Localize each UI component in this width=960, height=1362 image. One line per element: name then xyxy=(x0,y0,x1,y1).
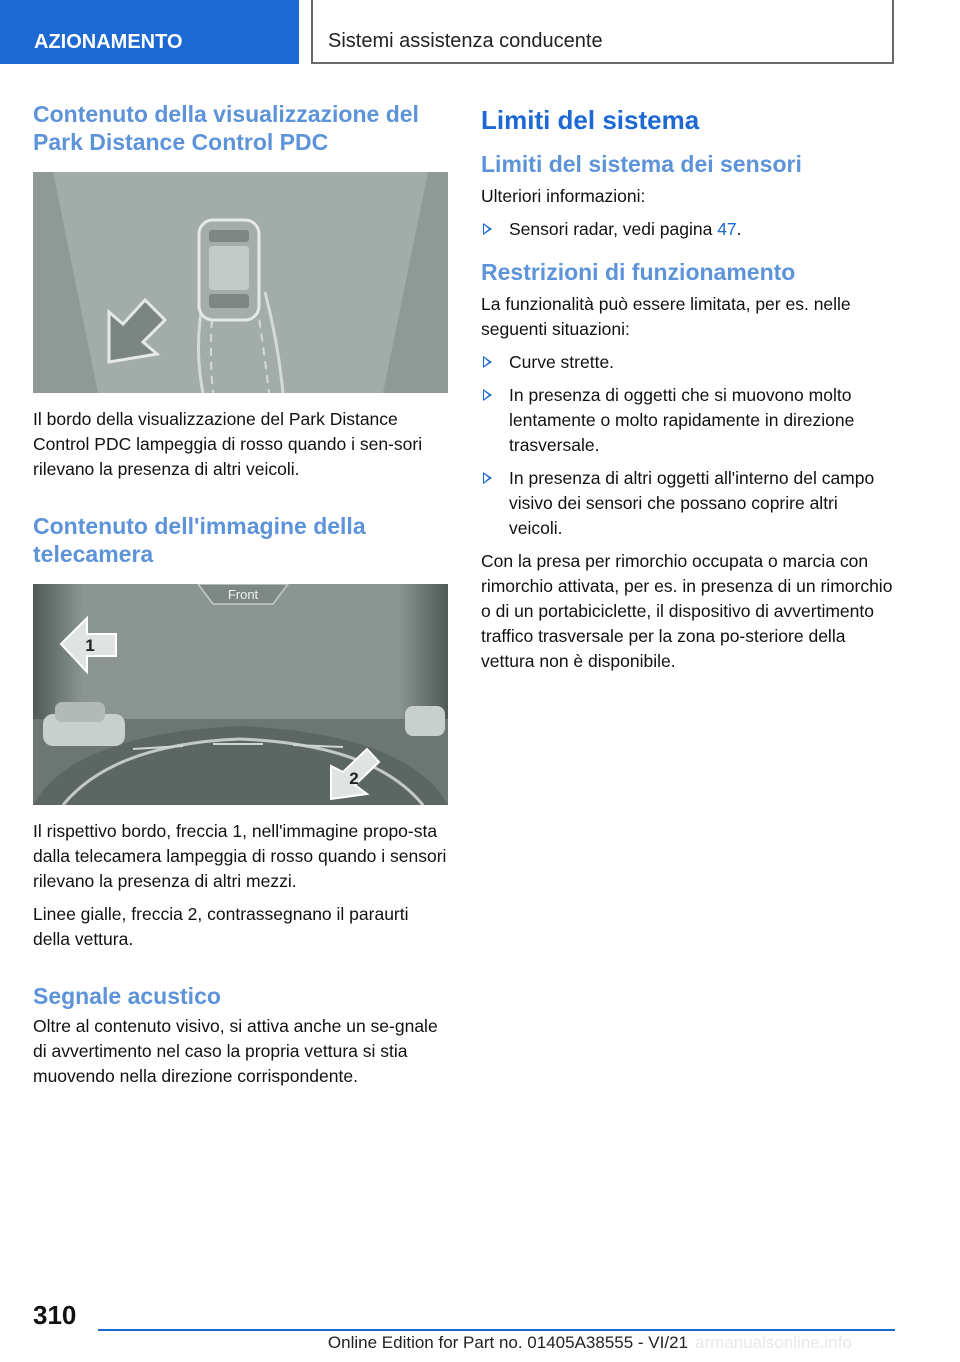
section-label: Sistemi assistenza conducente xyxy=(328,30,603,52)
triangle-bullet-icon xyxy=(483,389,492,401)
page-number: 310 xyxy=(33,1300,77,1330)
acoustic-signal-text: Oltre al contenuto visivo, si attiva anche un se-gnale di avvertimento nel caso la propria vettura si stia muovendo nella direzione corrispondente. xyxy=(33,1016,438,1086)
footer-divider xyxy=(98,1329,895,1331)
front-label: Front xyxy=(227,587,259,602)
restriction-text: Curve strette. xyxy=(509,352,615,372)
section-header xyxy=(311,0,894,64)
restriction-text: In presenza di oggetti che si muovono molto lentamente o molto rapidamente in direzione trasversale. xyxy=(509,385,855,455)
chapter-tab xyxy=(0,0,299,64)
camera-text-2: Linee gialle, freccia 2, contrassegnano il paraurti della vettura. xyxy=(33,904,409,949)
arrow-1-label: 1 xyxy=(85,636,95,655)
left-column xyxy=(33,100,448,1097)
more-info-label: Ulteriori informazioni: xyxy=(481,186,646,206)
restriction-text: In presenza di altri oggetti all'interno del campo visivo dei sensori che possano coprire altri veicoli. xyxy=(509,468,875,538)
list-item xyxy=(481,383,896,458)
watermark-text: armanualsonline.info xyxy=(695,1333,852,1352)
list-item xyxy=(481,350,896,375)
restrictions-list xyxy=(481,350,896,541)
triangle-bullet-icon xyxy=(483,223,492,235)
page-reference-link[interactable]: 47 xyxy=(717,219,737,239)
sensor-limits-heading: Limiti del sistema dei sensori xyxy=(481,151,802,177)
acoustic-signal-heading: Segnale acustico xyxy=(33,983,221,1009)
system-limits-heading: Limiti del sistema xyxy=(481,105,700,135)
triangle-bullet-icon xyxy=(483,472,492,484)
restrictions-intro: La funzionalità può essere limitata, per es. nelle seguenti situazioni: xyxy=(481,294,851,339)
camera-text-1: Il rispettivo bordo, freccia 1, nell'immagine propo-sta dalla telecamera lampeggia di rosso quando i sensori rilevano la presenza di altri mezzi. xyxy=(33,821,447,891)
radar-item-text: Sensori radar, vedi pagina xyxy=(509,219,718,239)
right-column xyxy=(481,100,896,682)
restrictions-heading: Restrizioni di funzionamento xyxy=(481,259,796,285)
chapter-label: AZIONAMENTO xyxy=(34,31,183,53)
more-info-list xyxy=(481,217,896,242)
camera-image xyxy=(33,584,448,805)
list-item xyxy=(481,217,896,242)
pdc-display-text: Il bordo della visualizzazione del Park Distance Control PDC lampeggia di rosso quando i sen-sori rilevano la presenza di altri veicoli. xyxy=(33,409,423,479)
pdc-display-image xyxy=(33,172,448,393)
list-item xyxy=(481,466,896,541)
camera-image-heading: Contenuto dell'immagine della telecamera xyxy=(33,513,366,567)
trailer-text: Con la presa per rimorchio occupata o marcia con rimorchio attivata, per es. in presenza di un rimorchio o di un portabiciclette, il dispositivo di avvertimento traffico trasversale per la zona po-steriore della vettura non è disponibile. xyxy=(481,551,893,671)
arrow-2-label: 2 xyxy=(349,769,359,788)
radar-item-suffix: . xyxy=(736,219,742,239)
footer-edition: Online Edition for Part no. 01405A38555 - VI/21 xyxy=(327,1333,688,1352)
pdc-display-heading: Contenuto della visualizzazione del Park Distance Control PDC xyxy=(33,101,419,155)
triangle-bullet-icon xyxy=(483,356,492,368)
